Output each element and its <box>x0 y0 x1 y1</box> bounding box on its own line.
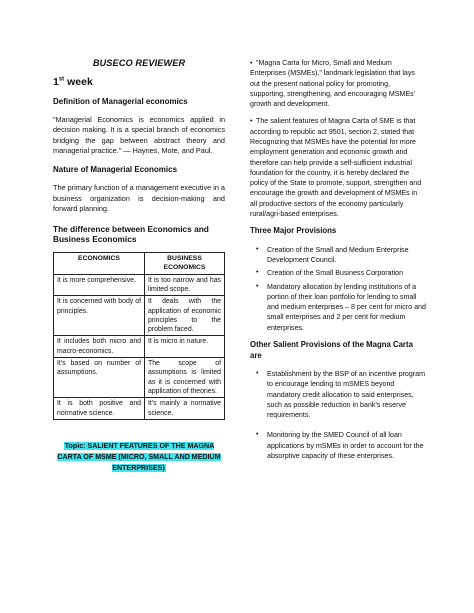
bullet-icon: • <box>256 431 259 439</box>
list-item <box>250 245 426 266</box>
bullet-icon: • <box>256 269 259 277</box>
week-number: 1 <box>53 76 59 88</box>
nature-heading: Nature of Managerial Economics <box>53 165 178 175</box>
bullet-icon: • <box>256 370 259 378</box>
other-provisions-list <box>250 369 426 461</box>
left-column <box>53 58 225 474</box>
list-item <box>250 430 426 461</box>
bullet-icon: • <box>250 59 253 67</box>
week-word: week <box>67 76 93 88</box>
table-cell: It's based on number of assumptions. <box>54 358 145 398</box>
column-header-business-economics: BUSINESS ECONOMICS <box>145 253 225 274</box>
table-header-row <box>54 253 225 274</box>
week-heading <box>53 76 225 88</box>
provisions-list <box>250 245 426 333</box>
bullet-icon: • <box>256 282 259 290</box>
difference-heading: The difference between Economics and Business Economics <box>53 223 209 244</box>
topic-heading <box>57 441 221 474</box>
table-cell: It deals with the application of economic principles to the problem faced. <box>145 296 225 336</box>
list-item-text: Monitoring by the SMED Council of all loan applications by mSMEs in order to account for the absorptive capacity of these enterprises. <box>267 431 424 460</box>
bullet-icon: • <box>250 117 253 126</box>
table-cell: It is too narrow and has limited scope. <box>145 274 225 296</box>
table-cell: It is concerned with body of principles. <box>54 296 145 336</box>
column-header-economics: ECONOMICS <box>54 253 145 274</box>
list-item-text: Mandatory allocation by lending institutions of a portion of their loan portfolio for lending to small and medium enterprises – 8 per cent for micro and small enterprises and 2 per cent for medium enterprises. <box>267 282 426 332</box>
salient-features-paragraph <box>250 116 426 219</box>
table-cell: It is more comprehensive. <box>54 274 145 296</box>
other-provisions-heading: Other Salient Provisions of the Magna Carta are <box>250 339 413 360</box>
list-item <box>250 369 426 420</box>
salient-features-text: The salient features of Magna Carta of SME is that according to republic act 9501, section 2, stated that Recognizing that MSMEs have the potential for more employment generation and economic growth and therefore can help provide a self-sufficient industrial foundation for the country, it is hereby declared the policy of the State to promote, support, strengthen and encourage the growth and development of MSMEs in all productive sectors of the economy particularly rural/agri-based enterprises. <box>250 117 422 218</box>
list-item <box>250 268 426 278</box>
list-item-text: Creation of the Small Business Corporation <box>267 269 404 278</box>
table-cell: It is micro in nature. <box>145 336 225 358</box>
table-row <box>54 296 225 336</box>
three-provisions-heading: Three Major Provisions <box>250 226 337 236</box>
table-row <box>54 336 225 358</box>
topic-highlight: Topic: SALIENT FEATURES OF THE MAGNA CARTA OF MSME (MICRO, SMALL AND MEDIUM ENTERPRISES) <box>57 441 221 472</box>
comparison-table <box>53 252 225 420</box>
right-column <box>250 58 426 471</box>
table-row <box>54 358 225 398</box>
document-title: BUSECO REVIEWER <box>92 58 186 68</box>
bullet-icon: • <box>256 245 259 253</box>
table-cell: It is both positive and normative science. <box>54 398 145 420</box>
week-ordinal: st <box>58 76 65 83</box>
table-cell: It includes both micro and macro-economics. <box>54 336 145 358</box>
definition-text: "Managerial Economics is economics applied in decision making. It is a special branch of economics bridging the gap between abstract theory and managerial practice." — Haynes, Mote, and Paul. <box>53 115 225 156</box>
table-cell: It's mainly a normative science. <box>145 398 225 420</box>
magna-carta-text: "Magna Carta for Micro, Small and Medium Enterprises (MSMEs)," landmark legislation that lays out the present national policy for promoting, supporting, strengthening, and encouraging MSMEs' growth and development. <box>250 59 416 109</box>
table-row <box>54 398 225 420</box>
magna-carta-paragraph <box>250 58 426 109</box>
list-item <box>250 282 426 333</box>
table-row <box>54 274 225 296</box>
nature-text: The primary function of a management executive in a business organization is decision-making and forward planning. <box>53 183 225 214</box>
list-item-text: Establishment by the BSP of an incentive program to encourage lending to mSMES beyond mandatory credit allocation to said enterprises, such as possible reduction in bank's reserve requirements. <box>267 370 425 420</box>
table-cell: The scope of assumptions is limited as it is concerned with application of theories. <box>145 358 225 398</box>
list-item-text: Creation of the Small and Medium Enterprise Development Council. <box>267 245 409 265</box>
definition-heading: Definition of Managerial economics <box>53 97 188 106</box>
